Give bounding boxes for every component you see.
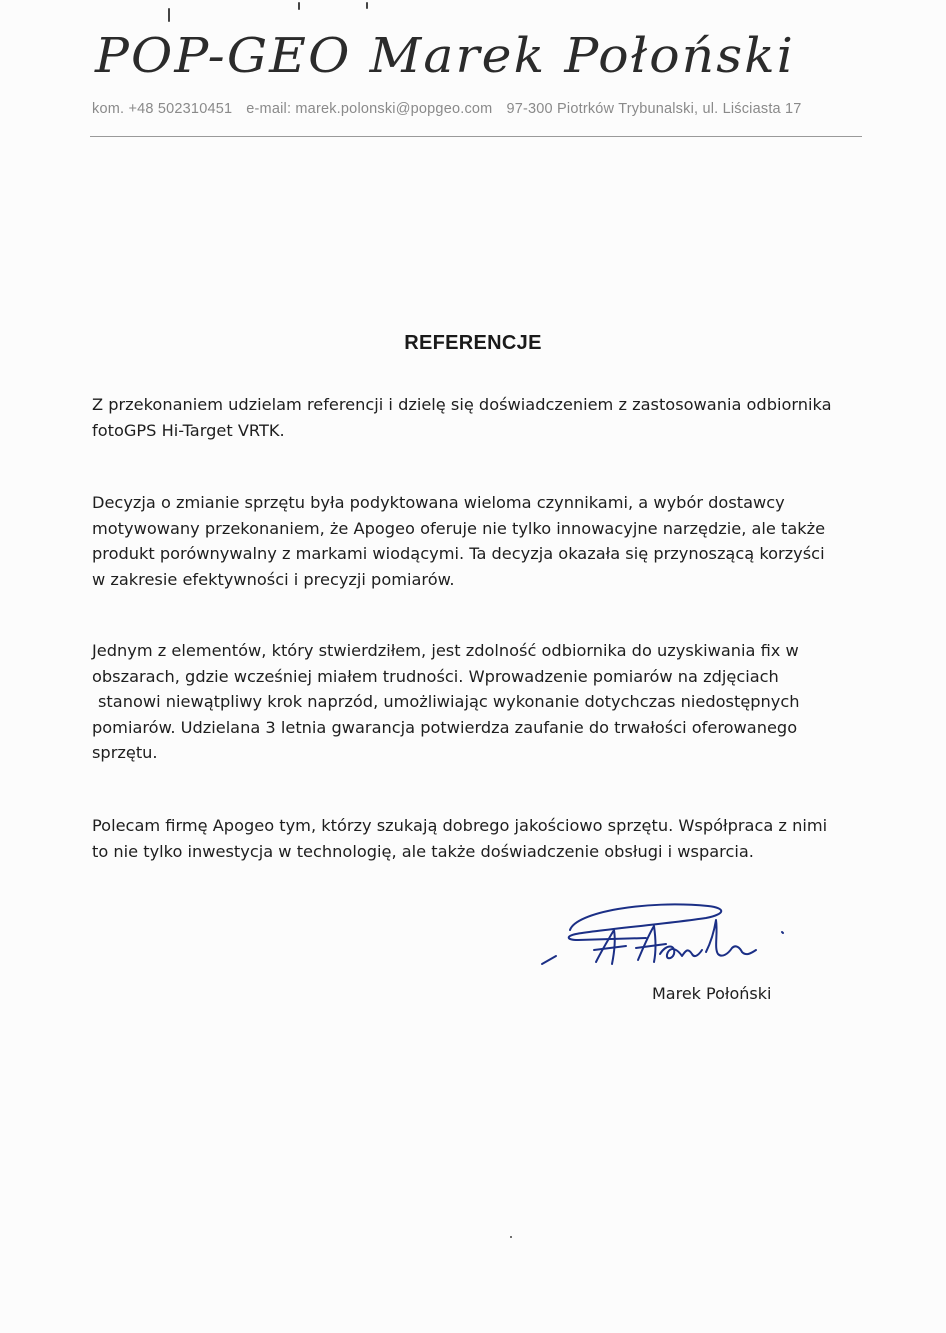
signer-name: Marek Połoński — [652, 984, 772, 1003]
paragraph-line: sprzętu. — [92, 743, 158, 762]
paragraph-line: to nie tylko inwestycja w technologię, ale także doświadczenie obsługi i wsparcia. — [92, 841, 754, 861]
paragraph-line: Z przekonaniem udzielam referencji i dzielę się doświadczeniem z zastosowania odbiornika — [92, 395, 832, 414]
paragraph-line: w zakresie efektywności i precyzji pomiarów. — [92, 569, 455, 589]
letterhead-title: POP-GEO Marek Połoński — [95, 28, 796, 84]
paragraph-line: stanowi niewątpliwy krok naprzód, umożliwiając wykonanie dotychczas niedostępnych — [98, 692, 800, 711]
paragraph-line: fotoGPS Hi-Target VRTK. — [92, 420, 285, 440]
paragraph-experience — [92, 638, 872, 766]
handwritten-signature — [536, 890, 806, 980]
paragraph-line: produkt porównywalny z markami wiodącymi. Ta decyzja okazała się przynoszącą korzyści — [92, 544, 825, 563]
scan-speck — [510, 1236, 512, 1238]
paragraph-line: pomiarów. Udzielana 3 letnia gwarancja potwierdza zaufanie do trwałości oferowanego — [92, 717, 798, 737]
letterhead-contact — [92, 101, 802, 117]
paragraph-line: Jednym z elementów, który stwierdziłem, jest zdolność odbiornika do uzyskiwania fix w — [92, 641, 799, 660]
scan-mark — [298, 2, 300, 10]
letterhead-email: e-mail: marek.polonski@popgeo.com — [246, 101, 493, 117]
document-heading: REFERENCJE — [404, 332, 542, 354]
scan-mark — [366, 2, 368, 9]
paragraph-line: Polecam firmę Apogeo tym, którzy szukają dobrego jakościowo sprzętu. Współpraca z nimi — [92, 816, 828, 835]
paragraph-line: motywowany przekonaniem, że Apogeo oferuje nie tylko innowacyjne narzędzie, ale także — [92, 518, 826, 538]
paragraph-line: obszarach, gdzie wcześniej miałem trudności. Wprowadzenie pomiarów na zdjęciach — [92, 666, 779, 686]
paragraph-recommendation — [92, 813, 872, 864]
letterhead-phone: kom. +48 502310451 — [92, 101, 233, 117]
paragraph-intro — [92, 392, 872, 443]
scan-mark — [168, 8, 170, 22]
letterhead-address: 97-300 Piotrków Trybunalski, ul. Liściasta 17 — [506, 101, 802, 117]
letterhead-divider — [90, 136, 862, 137]
paragraph-line: Decyzja o zmianie sprzętu była podyktowana wieloma czynnikami, a wybór dostawcy — [92, 493, 785, 512]
paragraph-decision — [92, 490, 872, 592]
